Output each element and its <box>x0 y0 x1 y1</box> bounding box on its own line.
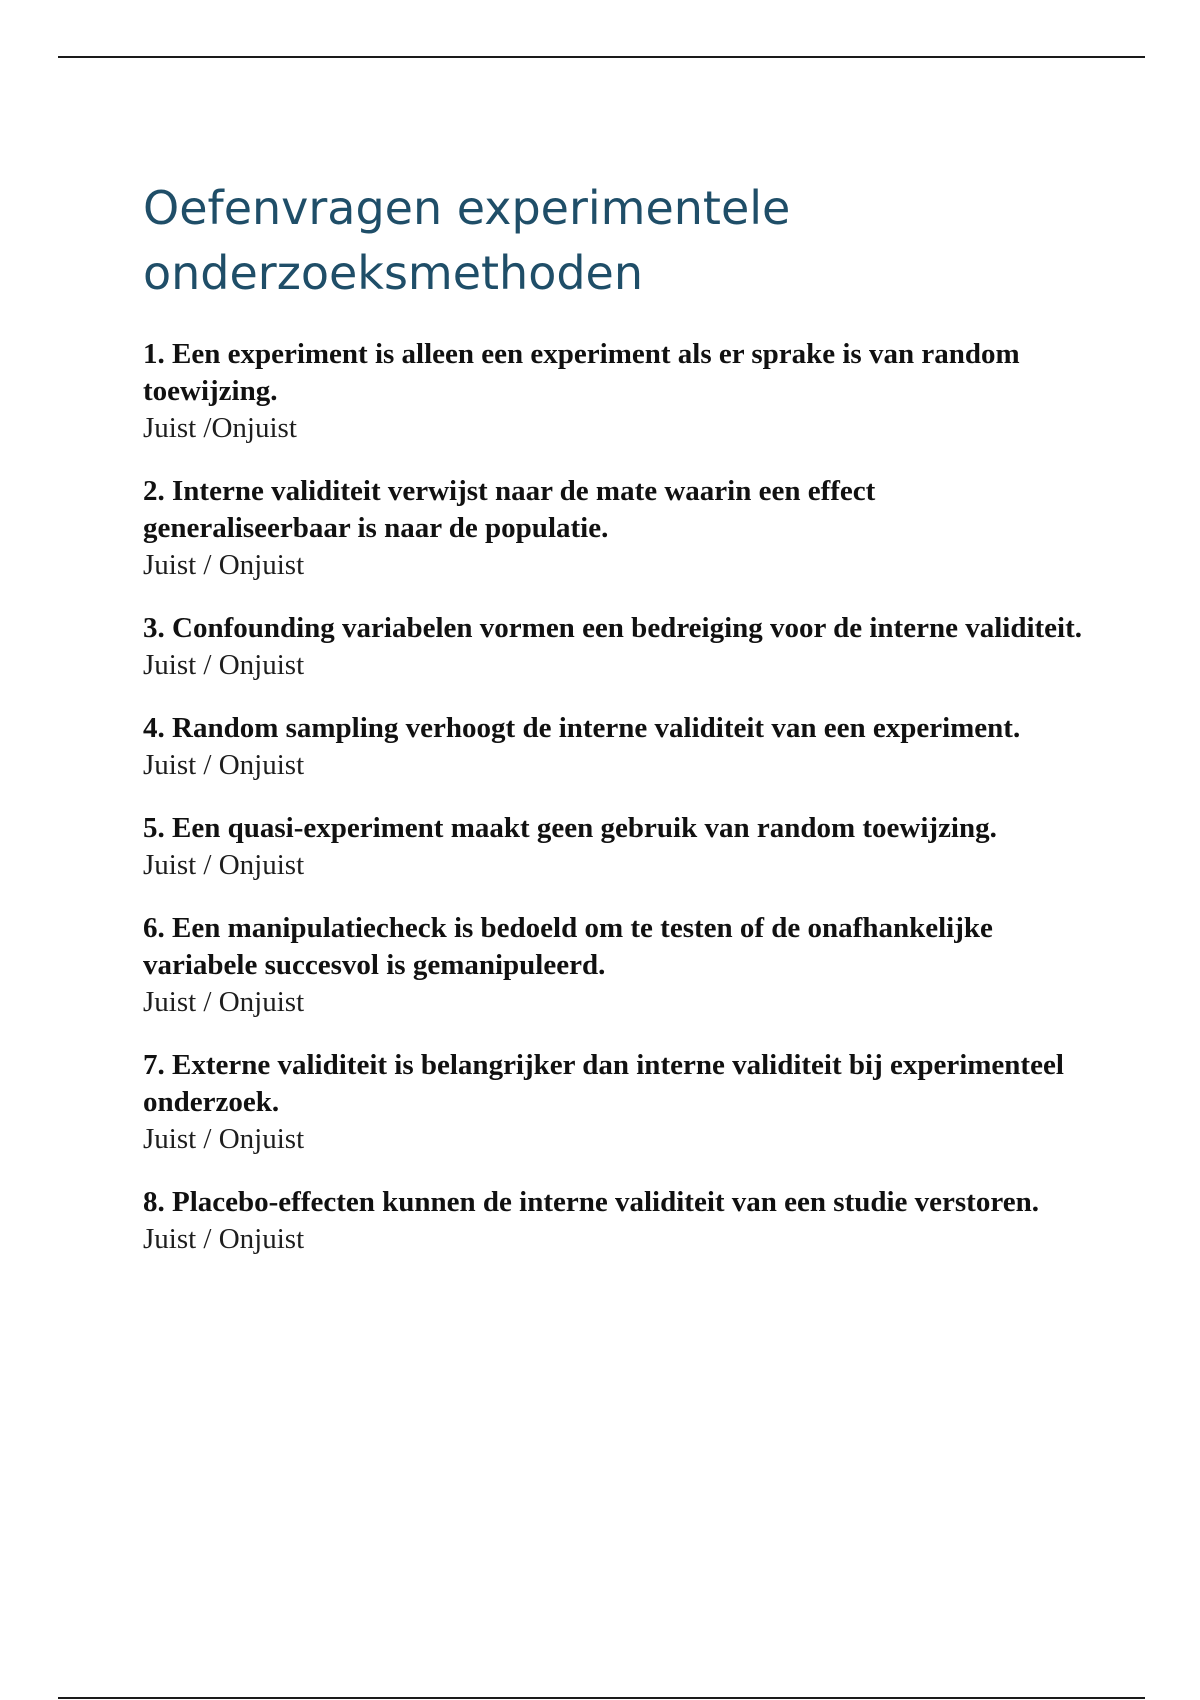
answer-options: Juist / Onjuist <box>143 649 305 681</box>
question-item <box>143 810 1083 883</box>
question-text: 7. Externe validiteit is belangrijker dan interne validiteit bij experimenteel onderzoek. <box>143 1049 1064 1118</box>
answer-options: Juist / Onjuist <box>143 1223 305 1255</box>
question-list <box>143 336 1083 1284</box>
footer-rule <box>58 1697 1145 1699</box>
question-item <box>143 610 1083 683</box>
question-item <box>143 473 1083 583</box>
answer-options: Juist / Onjuist <box>143 549 305 581</box>
question-text: 4. Random sampling verhoogt de interne validiteit van een experiment. <box>143 712 1021 744</box>
page-title: Oefenvragen experimentele onderzoeksmethoden <box>143 181 791 300</box>
header-rule <box>58 56 1145 58</box>
question-item <box>143 710 1083 783</box>
question-text: 5. Een quasi-experiment maakt geen gebruik van random toewijzing. <box>143 812 997 844</box>
question-item <box>143 1047 1083 1157</box>
question-item <box>143 1184 1083 1257</box>
question-text: 3. Confounding variabelen vormen een bedreiging voor de interne validiteit. <box>143 612 1083 644</box>
answer-options: Juist / Onjuist <box>143 1123 305 1155</box>
question-item <box>143 336 1083 446</box>
question-item <box>143 910 1083 1020</box>
question-text: 6. Een manipulatiecheck is bedoeld om te testen of de onafhankelijke variabele succesvol is gemanipuleerd. <box>143 912 993 981</box>
answer-options: Juist / Onjuist <box>143 986 305 1018</box>
question-text: 1. Een experiment is alleen een experiment als er sprake is van random toewijzing. <box>143 338 1020 407</box>
answer-options: Juist /Onjuist <box>143 412 297 444</box>
question-text: 2. Interne validiteit verwijst naar de mate waarin een effect generaliseerbaar is naar de populatie. <box>143 475 876 544</box>
answer-options: Juist / Onjuist <box>143 749 305 781</box>
question-text: 8. Placebo-effecten kunnen de interne validiteit van een studie verstoren. <box>143 1186 1039 1218</box>
answer-options: Juist / Onjuist <box>143 849 305 881</box>
